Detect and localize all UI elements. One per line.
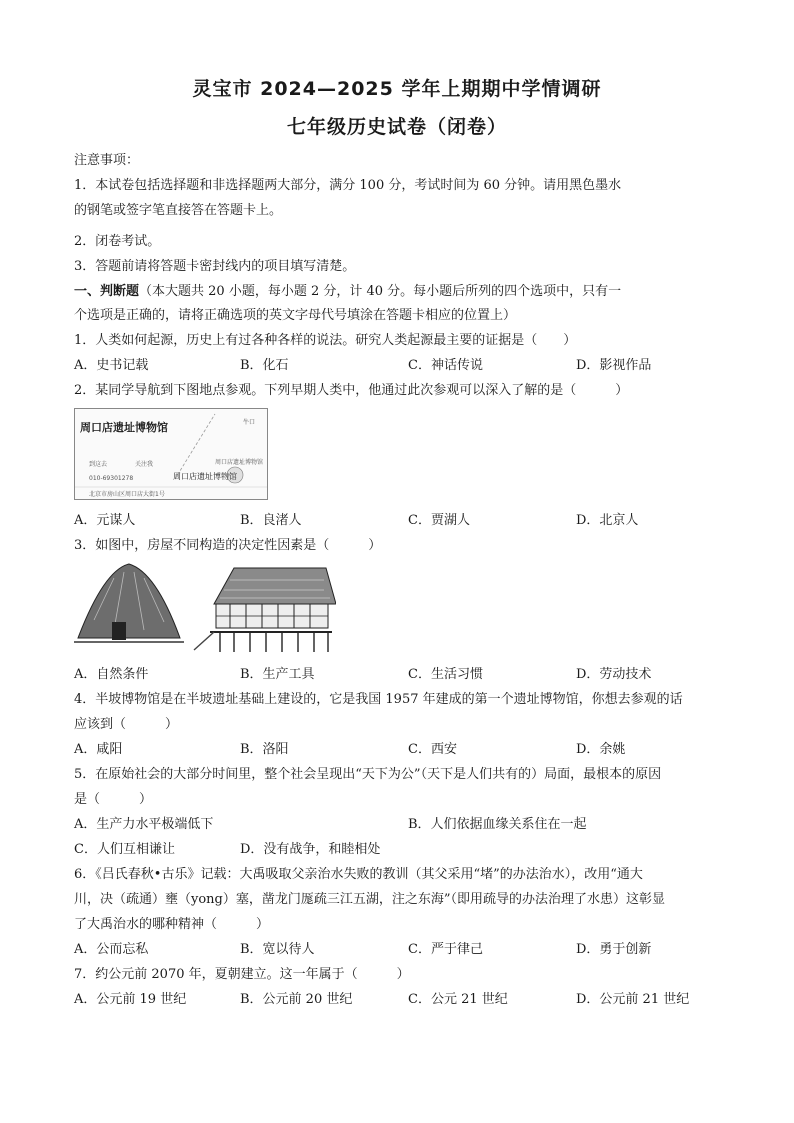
map-corner-label: 牛口 [243, 419, 256, 426]
q1-stem: 1．人类如何起源，历史上有过各种各样的说法。研究人类起源最主要的证据是（ ） [74, 333, 577, 348]
q6-option-b[interactable]: B．宽以待人 [240, 942, 315, 957]
round-hut-icon [74, 564, 184, 642]
q6-option-c[interactable]: C．严于律己 [408, 942, 483, 957]
q6-option-a[interactable]: A．公而忘私 [74, 942, 149, 957]
q2-option-a[interactable]: A．元谋人 [74, 513, 136, 528]
q3-option-b[interactable]: B．生产工具 [240, 667, 315, 682]
map-address: 北京市房山区周口店大街1号 [89, 491, 165, 498]
q3-option-a[interactable]: A．自然条件 [74, 667, 149, 682]
q6-stem-3: 了大禹治水的哪种精神（ ） [74, 917, 270, 932]
section-label: 一、判断题 [74, 284, 140, 299]
q5-option-c[interactable]: C．人们互相谦让 [74, 842, 175, 857]
map-place-label: 周口店遗址博物馆 [173, 472, 237, 481]
q6-stem-2: 川，决（疏通）壅（yong）塞，凿龙门厖疏三江五湖，注之东海”（即用疏导的办法治理了水患）这彰显 [74, 892, 666, 907]
q7-option-c[interactable]: C．公元 21 世纪 [408, 992, 508, 1007]
exam-title: 灵宝市 2024—2025 学年上期期中学情调研 [192, 78, 602, 100]
q2-stem: 2．某同学导航到下图地点参观。下列早期人类中，他通过此次参观可以深入了解的是（ ） [74, 383, 629, 398]
q4-option-c[interactable]: C．西安 [408, 742, 457, 757]
q4-stem-2: 应该到（ ） [74, 717, 179, 732]
q1-option-c[interactable]: C．神话传说 [408, 358, 483, 373]
q3-option-d[interactable]: D．劳动技术 [576, 667, 652, 682]
stilt-house-icon [194, 568, 336, 652]
map-phone: 010-69301278 [89, 475, 134, 482]
q3-option-c[interactable]: C．生活习惯 [408, 667, 483, 682]
q1-option-d[interactable]: D．影视作品 [576, 358, 652, 373]
q1-option-a[interactable]: A．史书记载 [74, 358, 149, 373]
q7-stem: 7．约公元前 2070 年，夏朝建立。这一年属于（ ） [74, 967, 410, 982]
q6-option-d[interactable]: D．勇于创新 [576, 942, 652, 957]
section-header [74, 282, 621, 302]
q7-option-a[interactable]: A．公元前 19 世纪 [74, 992, 187, 1007]
map-pin-label: 周口店遗址博物馆 [215, 459, 264, 466]
houses-illustration [74, 560, 336, 656]
note-3: 3．答题前请将答题卡密封线内的项目填写清楚。 [74, 259, 356, 274]
q4-stem-1: 4．半坡博物馆是在半坡遗址基础上建设的，它是我国 1957 年建成的第一个遗址博物馆，你想去参观的话 [74, 692, 683, 707]
q2-option-d[interactable]: D．北京人 [576, 513, 639, 528]
q4-option-b[interactable]: B．洛阳 [240, 742, 289, 757]
q3-stem: 3．如图中，房屋不同构造的决定性因素是（ ） [74, 538, 382, 553]
q4-option-d[interactable]: D．余姚 [576, 742, 626, 757]
section-desc-b: 个选项是正确的，请将正确选项的英文字母代号填涂在答题卡相应的位置上） [74, 308, 517, 323]
map-figure [74, 408, 268, 500]
q5-option-b[interactable]: B．人们依据血缘关系住在一起 [408, 817, 587, 832]
q1-option-b[interactable]: B．化石 [240, 358, 289, 373]
navigate-button[interactable]: 到这去 [89, 461, 108, 468]
q4-option-a[interactable]: A．咸阳 [74, 742, 123, 757]
q2-option-c[interactable]: C．贾湖人 [408, 513, 470, 528]
note-2: 2．闭卷考试。 [74, 234, 161, 249]
q5-stem-2: 是（ ） [74, 792, 153, 807]
exam-subtitle: 七年级历史试卷（闭卷） [286, 116, 507, 138]
note-1a: 1．本试卷包括选择题和非选择题两大部分，满分 100 分，考试时间为 60 分钟。请用黑色墨水 [74, 178, 622, 193]
q7-option-d[interactable]: D．公元前 21 世纪 [576, 992, 690, 1007]
note-1b: 的钢笔或签字笔直接答在答题卡上。 [74, 203, 283, 218]
q5-option-d[interactable]: D．没有战争，和睦相处 [240, 842, 381, 857]
q7-option-b[interactable]: B．公元前 20 世纪 [240, 992, 353, 1007]
q6-stem-1: 6．《吕氏春秋•古乐》记载：大禹吸取父亲治水失败的教训（其父采用“堵”的办法治水），改用“通大 [74, 867, 643, 882]
q2-option-b[interactable]: B．良渚人 [240, 513, 302, 528]
follow-button[interactable]: 关注我 [135, 461, 154, 468]
section-desc-a: （本大题共 20 小题，每小题 2 分，计 40 分。每小题后所列的四个选项中，只有一 [139, 284, 622, 299]
q5-option-a[interactable]: A．生产力水平极端低下 [74, 817, 214, 832]
notes-heading: 注意事项： [74, 153, 140, 168]
map-title: 周口店遗址博物馆 [80, 421, 168, 434]
q5-stem-1: 5．在原始社会的大部分时间里，整个社会呈现出“天下为公”（天下是人们共有的）局面，最根本的原因 [74, 767, 662, 782]
